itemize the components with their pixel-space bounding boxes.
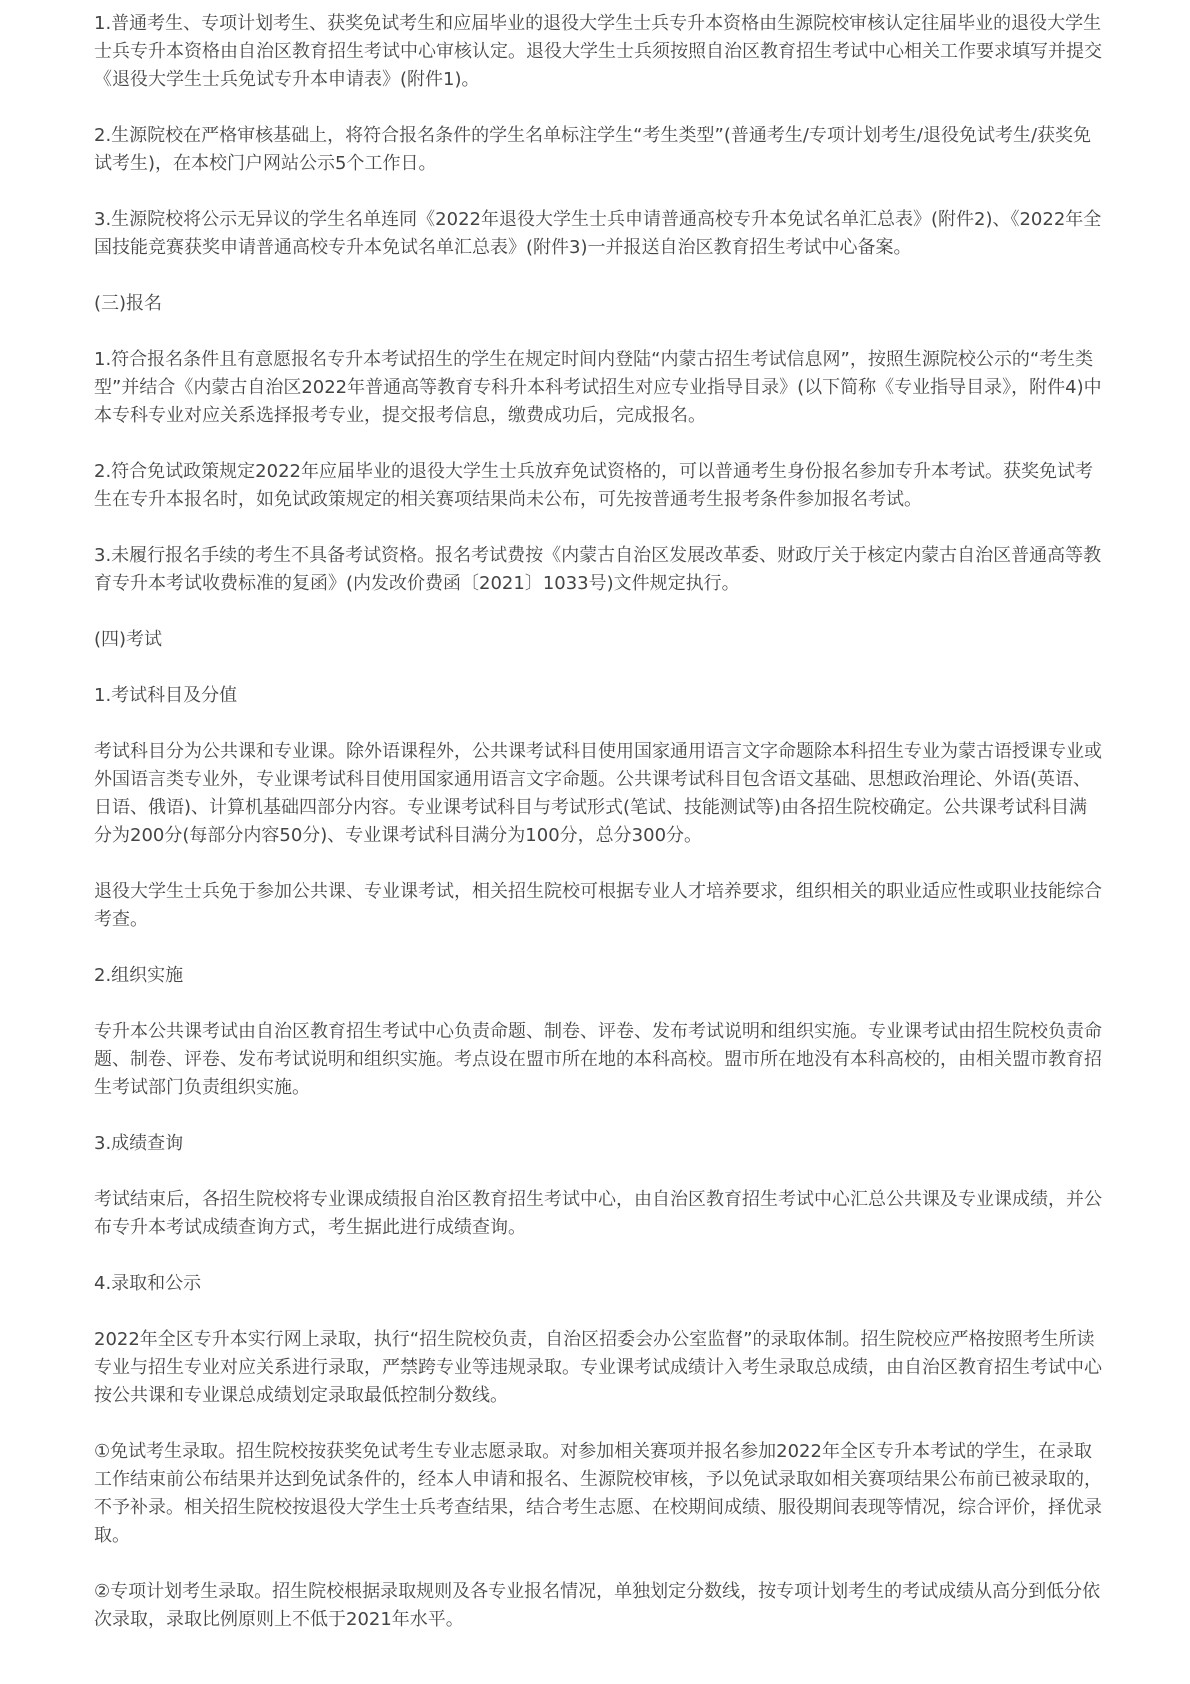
paragraph: 1.符合报名条件且有意愿报名专升本考试招生的学生在规定时间内登陆“内蒙古招生考试信息网”，按照生源院校公示的“考生类型”并结合《内蒙古自治区2022年普通高等教育专科升本科考试招生对应专业指导目录》(以下简称《专业指导目录》，附件4)中本专科专业对应关系选择报考专业，提交报考信息，缴费成功后，完成报名。 xyxy=(94,349,1102,426)
document-body xyxy=(94,10,1104,1662)
paragraph: 考试科目分为公共课和专业课。除外语课程外，公共课考试科目使用国家通用语言文字命题除本科招生专业为蒙古语授课专业或外国语言类专业外，专业课考试科目使用国家通用语言文字命题。公共课考试科目包含语文基础、思想政治理论、外语(英语、日语、俄语)、计算机基础四部分内容。专业课考试科目与考试形式(笔试、技能测试等)由各招生院校确定。公共课考试科目满分为200分(每部分内容50分)、专业课考试科目满分为100分，总分300分。 xyxy=(94,741,1102,846)
paragraph: 退役大学生士兵免于参加公共课、专业课考试，相关招生院校可根据专业人才培养要求，组织相关的职业适应性或职业技能综合考查。 xyxy=(94,881,1102,930)
paragraph: 2.符合免试政策规定2022年应届毕业的退役大学生士兵放弃免试资格的，可以普通考生身份报名参加专升本考试。获奖免试考生在专升本报名时，如免试政策规定的相关赛项结果尚未公布，可先按普通考生报考条件参加报名考试。 xyxy=(94,461,1093,510)
section-heading: (三)报名 xyxy=(94,293,163,314)
paragraph: 3.生源院校将公示无异议的学生名单连同《2022年退役大学生士兵申请普通高校专升本免试名单汇总表》(附件2)、《2022年全国技能竞赛获奖申请普通高校专升本免试名单汇总表》(附件3)一并报送自治区教育招生考试中心备案。 xyxy=(94,209,1102,258)
subsection-heading: 4.录取和公示 xyxy=(94,1273,202,1294)
paragraph: 专升本公共课考试由自治区教育招生考试中心负责命题、制卷、评卷、发布考试说明和组织实施。专业课考试由招生院校负责命题、制卷、评卷、发布考试说明和组织实施。考点设在盟市所在地的本科高校。盟市所在地没有本科高校的，由相关盟市教育招生考试部门负责组织实施。 xyxy=(94,1021,1102,1098)
subsection-heading: 3.成绩查询 xyxy=(94,1133,184,1154)
paragraph: ①免试考生录取。招生院校按获奖免试考生专业志愿录取。对参加相关赛项并报名参加2022年全区专升本考试的学生，在录取工作结束前公布结果并达到免试条件的，经本人申请和报名、生源院校审核，予以免试录取如相关赛项结果公布前已被录取的，不予补录。相关招生院校按退役大学生士兵考查结果，结合考生志愿、在校期间成绩、服役期间表现等情况，综合评价，择优录取。 xyxy=(94,1441,1102,1546)
paragraph: ②专项计划考生录取。招生院校根据录取规则及各专业报名情况，单独划定分数线，按专项计划考生的考试成绩从高分到低分依次录取，录取比例原则上不低于2021年水平。 xyxy=(94,1581,1101,1630)
paragraph: 考试结束后，各招生院校将专业课成绩报自治区教育招生考试中心，由自治区教育招生考试中心汇总公共课及专业课成绩，并公布专升本考试成绩查询方式，考生据此进行成绩查询。 xyxy=(94,1189,1102,1238)
paragraph: 3.未履行报名手续的考生不具备考试资格。报名考试费按《内蒙古自治区发展改革委、财政厅关于核定内蒙古自治区普通高等教育专升本考试收费标准的复函》(内发改价费函〔2021〕1033号)文件规定执行。 xyxy=(94,545,1102,594)
paragraph: 1.普通考生、专项计划考生、获奖免试考生和应届毕业的退役大学生士兵专升本资格由生源院校审核认定往届毕业的退役大学生士兵专升本资格由自治区教育招生考试中心审核认定。退役大学生士兵须按照自治区教育招生考试中心相关工作要求填写并提交《退役大学生士兵免试专升本申请表》(附件1)。 xyxy=(94,13,1102,90)
section-heading: (四)考试 xyxy=(94,629,163,650)
paragraph: 2022年全区专升本实行网上录取，执行“招生院校负责，自治区招委会办公室监督”的录取体制。招生院校应严格按照考生所读专业与招生专业对应关系进行录取，严禁跨专业等违规录取。专业课考试成绩计入考生录取总成绩，由自治区教育招生考试中心按公共课和专业课总成绩划定录取最低控制分数线。 xyxy=(94,1329,1102,1406)
subsection-heading: 2.组织实施 xyxy=(94,965,184,986)
paragraph: 2.生源院校在严格审核基础上，将符合报名条件的学生名单标注学生“考生类型”(普通考生/专项计划考生/退役免试考生/获奖免试考生)，在本校门户网站公示5个工作日。 xyxy=(94,125,1092,174)
subsection-heading: 1.考试科目及分值 xyxy=(94,685,238,706)
